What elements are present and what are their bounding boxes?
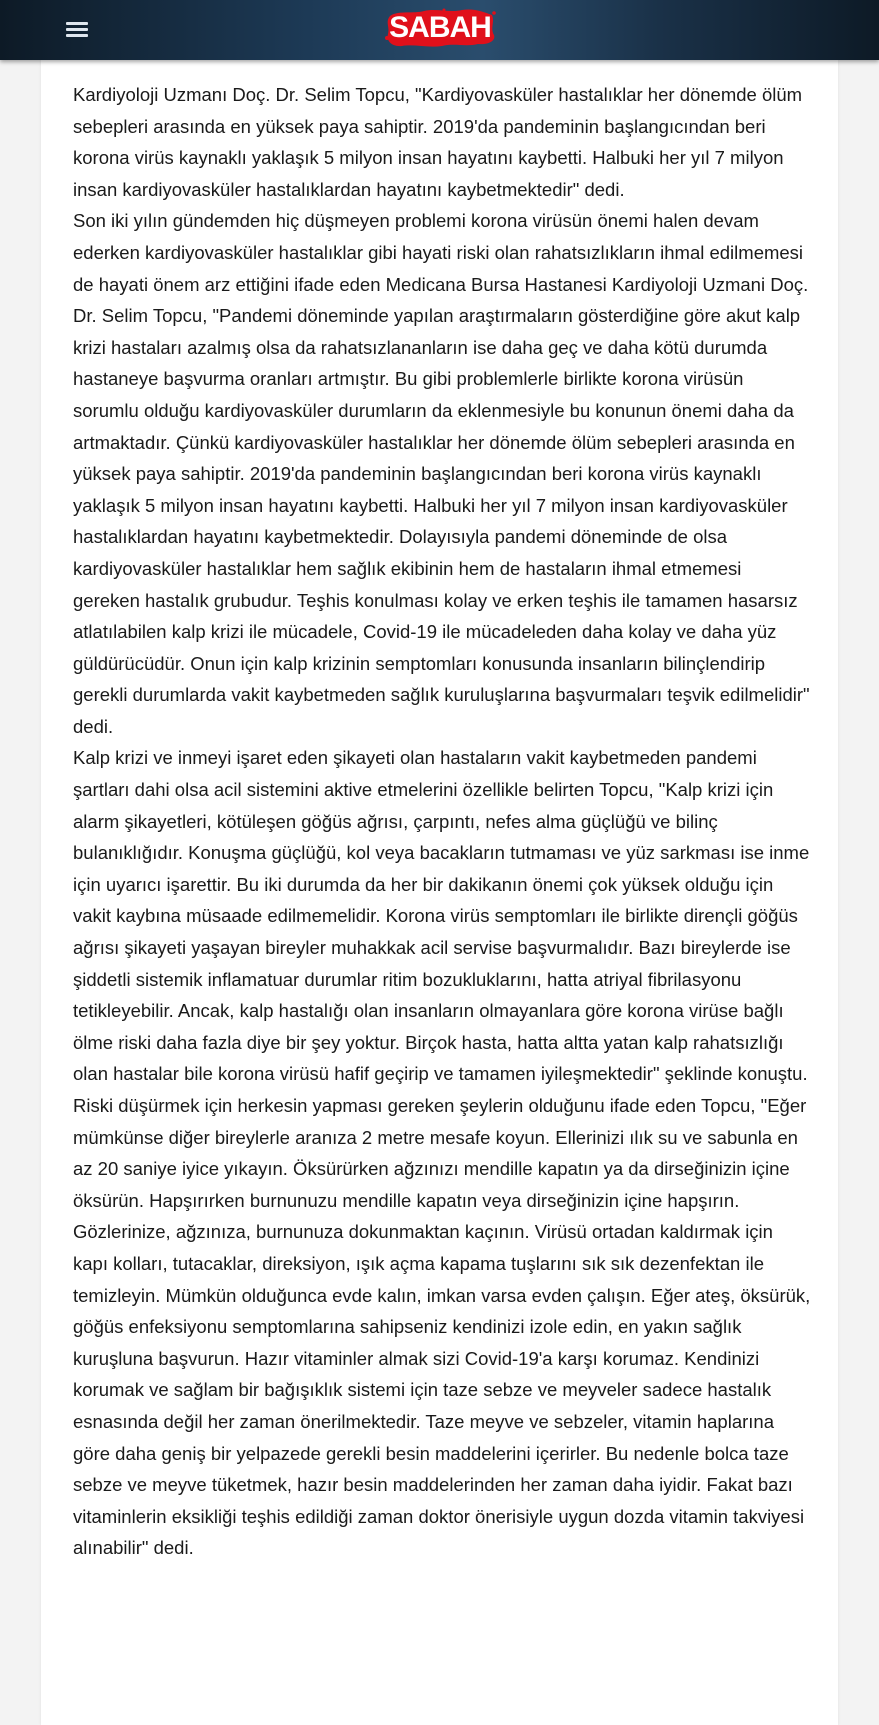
article-body: [73, 79, 813, 1564]
menu-bar-top: [66, 22, 88, 25]
menu-bar-middle: [66, 28, 88, 31]
top-header: [0, 0, 879, 60]
hamburger-menu-icon[interactable]: [62, 18, 92, 42]
article-paragraph: Kalp krizi ve inmeyi işaret eden şikayeti olan hastaların vakit kaybetmeden pandemi şartları dahi olsa acil sistemini aktive etmelerini özellikle belirten Topcu, "Kalp krizi için alarm şikayetleri, kötüleşen göğüs ağrısı, çarpıntı, nefes alma güçlüğü ve bilinç bulanıklığıdır. Konuşma güçlüğü, kol veya bacakların tutmaması ve yüz sarkması ise inme için uyarıcı işarettir. Bu iki durumda da her bir dakikanın önemi çok yüksek olduğu için vakit kaybına müsaade edilmemelidir. Korona virüs semptomları ile birlikte dirençli göğüs ağrısı şikayeti yaşayan bireyler muhakkak acil servise başvurmalıdır. Bazı bireylerde ise şiddetli sistemik inflamatuar durumlar ritim bozukluklarını, hatta atriyal fibrilasyonu tetikleyebilir. Ancak, kalp hastalığı olan insanların olmayanlara göre korona virüse bağlı ölme riski daha fazla diye bir şey yoktur. Birçok hasta, hatta altta yatan kalp rahatsızlığı olan hastalar bile korona virüsü hafif geçirip ve tamamen iyileşmektedir" şeklinde konuştu.: [73, 747, 810, 1085]
article-paragraph: Kardiyoloji Uzmanı Doç. Dr. Selim Topcu, "Kardiyovasküler hastalıklar her dönemde ölüm sebepleri arasında en yüksek paya sahiptir. 2019'da pandeminin başlangıcından beri korona virüs kaynaklı yaklaşık 5 milyon insan hayatını kaybetti. Halbuki her yıl 7 milyon insan kardiyovasküler hastalıklardan hayatını kaybetmektedir" dedi.: [73, 84, 803, 200]
article-paragraph: Son iki yılın gündemden hiç düşmeyen problemi korona virüsün önemi halen devam ederken kardiyovasküler hastalıklar gibi hayati riski olan rahatsızlıkların ihmal edilmemesi de hayati önem arz ettiğini ifade eden Medicana Bursa Hastanesi Kardiyoloji Uzmani Doç. Dr. Selim Topcu, "Pandemi döneminde yapılan araştırmaların gösterdiğine göre akut kalp krizi hastaları azalmış olsa da rahatsızlananların ise daha geç ve daha kötü durumda hastaneye başvurma oranları artmıştır. Bu gibi problemlerle birlikte korona virüsün sorumlu olduğu kardiyovasküler durumların da eklenmesiyle bu konunun önemi daha da artmaktadır. Çünkü kardiyovasküler hastalıklar her dönemde ölüm sebepleri arasında en yüksek paya sahiptir. 2019'da pandeminin başlangıcından beri korona virüs kaynaklı yaklaşık 5 milyon insan hayatını kaybetti. Halbuki her yıl 7 milyon insan kardiyovasküler hastalıklardan hayatını kaybetmektedir. Dolayısıyla pandemi döneminde de olsa kardiyovasküler hastalıklar hem sağlık ekibinin hem de hastaların ihmal etmemesi gereken hastalık grubudur. Teşhis konulması kolay ve erken teşhis ile tamamen hasarsız atlatılabilen kalp krizi ile mücadele, Covid-19 ile mücadeleden daha kolay ve daha yüz güldürücüdür. Onun için kalp krizinin semptomları konusunda insanların bilinçlendirip gerekli durumlarda vakit kaybetmeden sağlık kuruluşlarına başvurmaları teşvik edilmelidir" dedi.: [73, 210, 810, 737]
article-paragraph: Riski düşürmek için herkesin yapması gereken şeylerin olduğunu ifade eden Topcu, "Eğer mümkünse diğer bireylerle aranıza 2 metre mesafe koyun. Ellerinizi ılık su ve sabunla en az 20 saniye iyice yıkayın. Öksürürken ağzınızı mendille kapatın ya da dirseğinizin içine öksürün. Hapşırırken burnunuzu mendille kapatın veya dirseğinizin içine hapşırın. Gözlerinize, ağzınıza, burnunuza dokunmaktan kaçının. Virüsü ortadan kaldırmak için kapı kolları, tutacaklar, direksiyon, ışık açma kapama tuşlarını sık sık dezenfektan ile temizleyin. Mümkün olduğunca evde kalın, imkan varsa evden çalışın. Eğer ateş, öksürük, göğüs enfeksiyonu semptomlarına sahipseniz kendinizi izole edin, en yakın sağlık kuruşluna başvurun. Hazır vitaminler almak sizi Covid-19'a karşı korumaz. Kendinizi korumak ve sağlam bir bağışıklık sistemi için taze sebze ve meyveler sadece hastalık esnasında değil her zaman önerilmektedir. Taze meyve ve sebzeler, vitamin haplarına göre daha geniş bir yelpazede gerekli besin maddelerini içerirler. Bu nedenle bolca taze sebze ve meyve tüketmek, hazır besin maddelerinden her zaman daha iyidir. Fakat bazı vitaminlerin eksikliği teşhis edildiği zaman doktor önerisiyle uygun dozda vitamin takviyesi alınabilir" dedi.: [73, 1095, 811, 1559]
sabah-logo[interactable]: [380, 4, 500, 52]
logo-text: SABAH: [389, 11, 491, 44]
menu-bar-bottom: [66, 34, 88, 37]
